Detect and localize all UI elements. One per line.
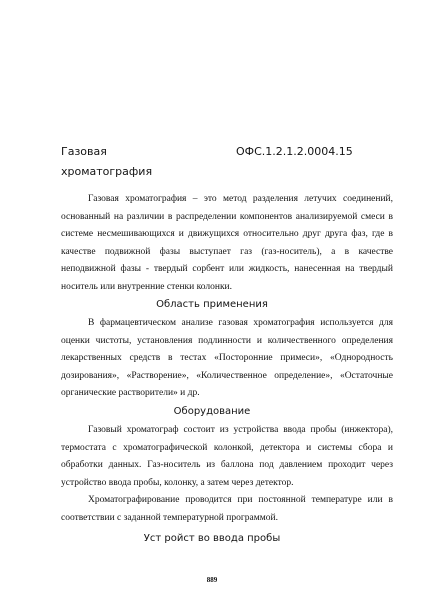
injector-subheading: Уст ройст во ввода пробы: [143, 533, 281, 544]
monograph-title-line2: хроматография: [61, 165, 153, 178]
equipment-heading: Оборудование: [173, 406, 251, 417]
intro-paragraph: Газовая хроматография – это метод разделения летучих соединений, основанный на различии в распределении компонентов анализируемой смеси в системе несмешивающихся и движущихся относительно друг друга фаз, где в качестве подвижной фазы выступает газ (газ-носитель), а в качестве неподвижной фазы - твердый сорбент или жидкость, нанесенная на твердый носитель или внутренние стенки колонки.: [61, 194, 393, 292]
monograph-code: ОФС.1.2.1.2.0004.15: [236, 145, 353, 158]
equipment-paragraph-2: Хроматографирование проводится при постоянной температуре или в соответствии с заданной температурной программой.: [61, 495, 393, 523]
application-heading: Область применения: [156, 299, 268, 310]
monograph-title: [61, 142, 211, 182]
application-paragraph: В фармацевтическом анализе газовая хроматография используется для оценки чистоты, установления подлинности и количественного определения лекарственных средств в тестах «Посторонние примеси», «Однородность дозирования», «Растворение», «Количественное определение», «Остаточные органические растворители» и др.: [61, 318, 393, 399]
page-number: 889: [206, 576, 218, 584]
monograph-title-line1: Газовая: [61, 145, 107, 158]
equipment-paragraph-1: Газовый хроматограф состоит из устройства ввода пробы (инжектора), термостата с хроматографической колонкой, детектора и системы сбора и обработки данных. Газ-носитель из баллона под давлением проходит через устройство ввода пробы, колонку, а затем через детектор.: [61, 425, 393, 488]
